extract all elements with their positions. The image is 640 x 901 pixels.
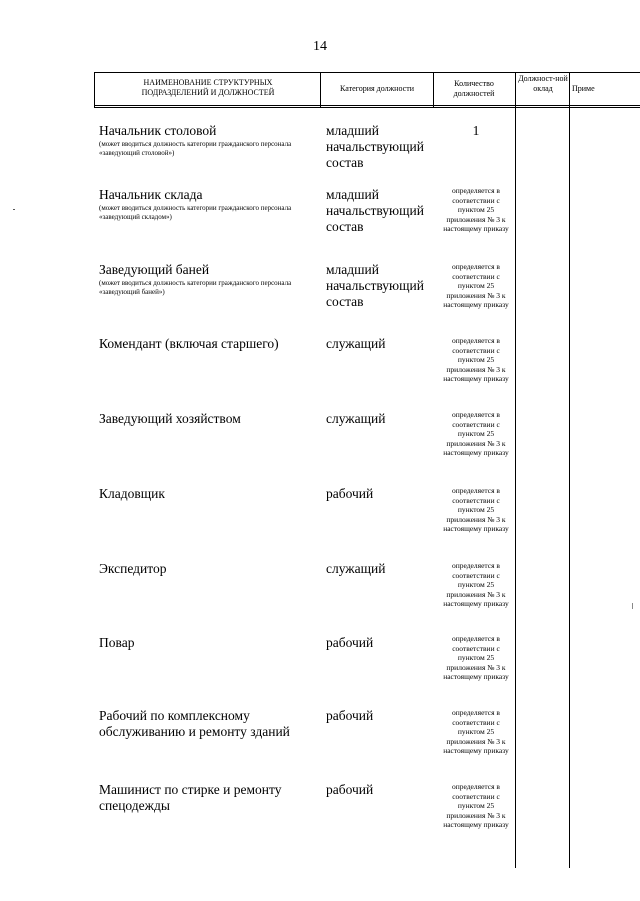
column-divider-1 [94, 72, 95, 107]
row-category: служащий [326, 336, 386, 351]
row-category: рабочий [326, 486, 374, 501]
header-bottom-border [94, 105, 640, 106]
row-name: Комендант (включая старшего) [99, 336, 279, 351]
row-category: младший начальствующий состав [326, 187, 424, 234]
row-quantity: определяется в соответствии с пунктом 25 приложения № 3 к настоящему приказу [443, 782, 509, 829]
row-name: Кладовщик [99, 486, 165, 501]
row-category: младший начальствующий состав [326, 123, 424, 170]
column-divider-4 [515, 72, 516, 868]
row-quantity: определяется в соответствии с пунктом 25 приложения № 3 к настоящему приказу [443, 486, 509, 533]
header-bottom-border-2 [94, 107, 640, 108]
row-name: Заведующий баней [99, 262, 210, 277]
row-name: Экспедитор [99, 561, 167, 576]
header-quantity: Количество должностей [453, 79, 495, 98]
row-note: (может вводиться должность категории гражданского персонала «заведующий складом») [99, 204, 292, 221]
row-quantity: определяется в соответствии с пунктом 25 приложения № 3 к настоящему приказу [443, 561, 509, 608]
column-divider-5 [569, 72, 570, 868]
row-note: (может вводиться должность категории гражданского персонала «заведующий столовой») [99, 140, 292, 157]
row-category: младший начальствующий состав [326, 262, 424, 309]
row-category: рабочий [326, 708, 374, 723]
page-number: 14 [313, 39, 327, 54]
row-name: Машинист по стирке и ремонту спецодежды [99, 782, 282, 813]
header-note: Приме [572, 84, 595, 93]
row-name: Начальник столовой [99, 123, 217, 138]
row-quantity: определяется в соответствии с пунктом 25 приложения № 3 к настоящему приказу [443, 708, 509, 755]
row-name: Заведующий хозяйством [99, 411, 241, 426]
row-name: Повар [99, 635, 135, 650]
row-quantity: определяется в соответствии с пунктом 25 приложения № 3 к настоящему приказу [443, 634, 509, 681]
row-name: Рабочий по комплексному обслуживанию и ремонту зданий [99, 708, 290, 739]
row-category: рабочий [326, 782, 374, 797]
table-top-border [94, 72, 640, 73]
row-category: рабочий [326, 635, 374, 650]
scan-speck [632, 603, 633, 609]
row-name: Начальник склада [99, 187, 203, 202]
scan-speck [13, 209, 15, 210]
row-note: (может вводиться должность категории гражданского персонала «заведующий баней») [99, 279, 292, 296]
column-divider-3 [433, 72, 434, 107]
header-name: НАИМЕНОВАНИЕ СТРУКТУРНЫХ ПОДРАЗДЕЛЕНИЙ И ДОЛЖНОСТЕЙ [141, 78, 275, 97]
row-category: служащий [326, 411, 386, 426]
row-quantity: 1 [472, 123, 480, 138]
row-quantity: определяется в соответствии с пунктом 25 приложения № 3 к настоящему приказу [443, 262, 509, 309]
header-category: Категория должности [340, 84, 414, 93]
row-category: служащий [326, 561, 386, 576]
row-quantity: определяется в соответствии с пунктом 25 приложения № 3 к настоящему приказу [443, 336, 509, 383]
row-quantity: определяется в соответствии с пунктом 25 приложения № 3 к настоящему приказу [443, 410, 509, 457]
row-quantity: определяется в соответствии с пунктом 25 приложения № 3 к настоящему приказу [443, 186, 509, 233]
header-salary: Должност-ной оклад [518, 74, 568, 93]
column-divider-2 [320, 72, 321, 107]
